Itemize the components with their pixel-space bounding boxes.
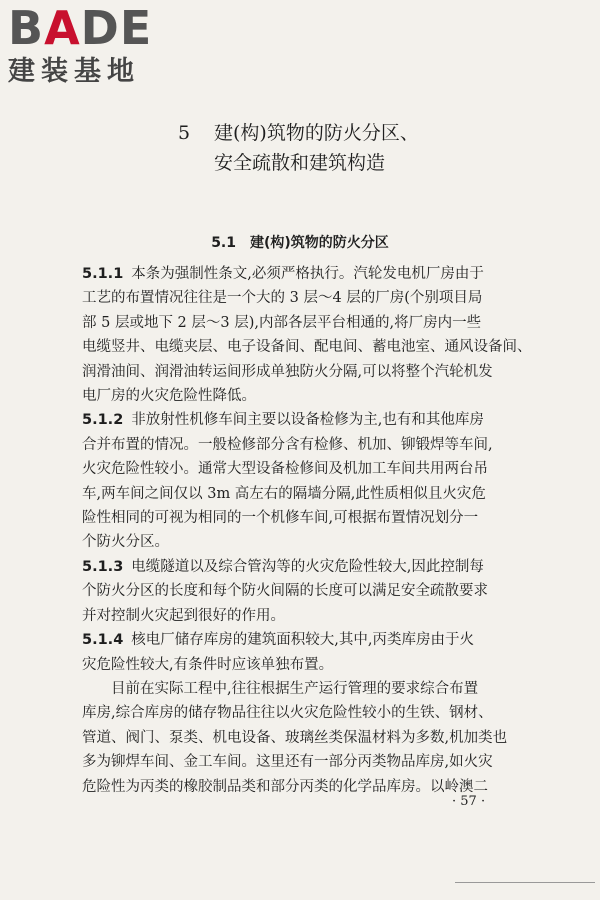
paragraph-5-1-3: 5.1.3 电缆隧道以及综合管沟等的火灾危险性较大,因此控制每 个防火分区的长度和每个防火间隔的长度可以满足安全疏散要求 并对控制火灾起到很好的作用。 [82,558,488,624]
section-title [0,232,600,252]
page-number: · 57 · [452,794,486,809]
divider [455,882,595,883]
paragraph-continuation: 目前在实际工程中,往往根据生产运行管理的要求综合布置 库房,综合库房的储存物品往往以火灾危险性较小的生铁、钢材、 管道、阀门、泵类、机电设备、玻璃丝类保温材料为多数,机加类也 多为铆焊车间、金工车间。这里还有一部分丙类物品库房,如火灾 危险性为丙类的橡胶制品类和部分丙类的化学品库房。以岭澳二 [82,680,508,795]
logo-brand: BADE [8,1,153,55]
paragraph-5-1-4: 5.1.4 核电厂储存库房的建筑面积较大,其中,丙类库房由于火 灾危险性较大,有条件时应该单独布置。 [82,632,475,673]
section-title-text: 建(构)筑物的防火分区 [250,235,389,251]
clause-id: 5.1.2 [82,412,124,429]
chapter-title-line1: 建(构)筑物的防火分区、 [214,122,419,144]
paragraph-5-1-2: 5.1.2 非放射性机修车间主要以设备检修为主,也有和其他库房 合并布置的情况。一般检修部分含有检修、机加、铆锻焊等车间, 火灾危险性较小。通常大型设备检修间及机加工车间共用两台吊 车,两车间之间仅以 3m 高左右的隔墙分隔,此性质相似且火灾危 险性相同的可视为相同的一个机修车间,可根据布置情况划分一 个防火分区。 [82,412,493,551]
bade-logo [8,1,183,88]
clause-id: 5.1.4 [82,632,124,649]
logo-subtitle: 建装基地 [8,56,140,87]
section-number: 5.1 [211,235,236,251]
chapter-number: 5 [178,122,191,144]
logo-accent-letter: A [44,1,81,55]
chapter-title-line2: 安全疏散和建筑构造 [214,152,386,174]
body-text [82,262,532,799]
chapter-title [178,118,419,178]
clause-id: 5.1.3 [82,558,124,575]
paragraph-5-1-1: 5.1.1 本条为强制性条文,必须严格执行。汽轮发电机厂房由于 工艺的布置情况往往是一个大的 3 层～4 层的厂房(个别项目局 部 5 层或地下 2 层～3 层),内部各层平台相通的,将厂房内一些 电缆竖井、电缆夹层、电子设备间、配电间、蓄电池室、通风设备间、 润滑油间、润滑油转运间形成单独防火分隔,可以将整个汽轮机发 电厂房的火灾危险性降低。 [82,266,532,405]
clause-id: 5.1.1 [82,266,124,282]
